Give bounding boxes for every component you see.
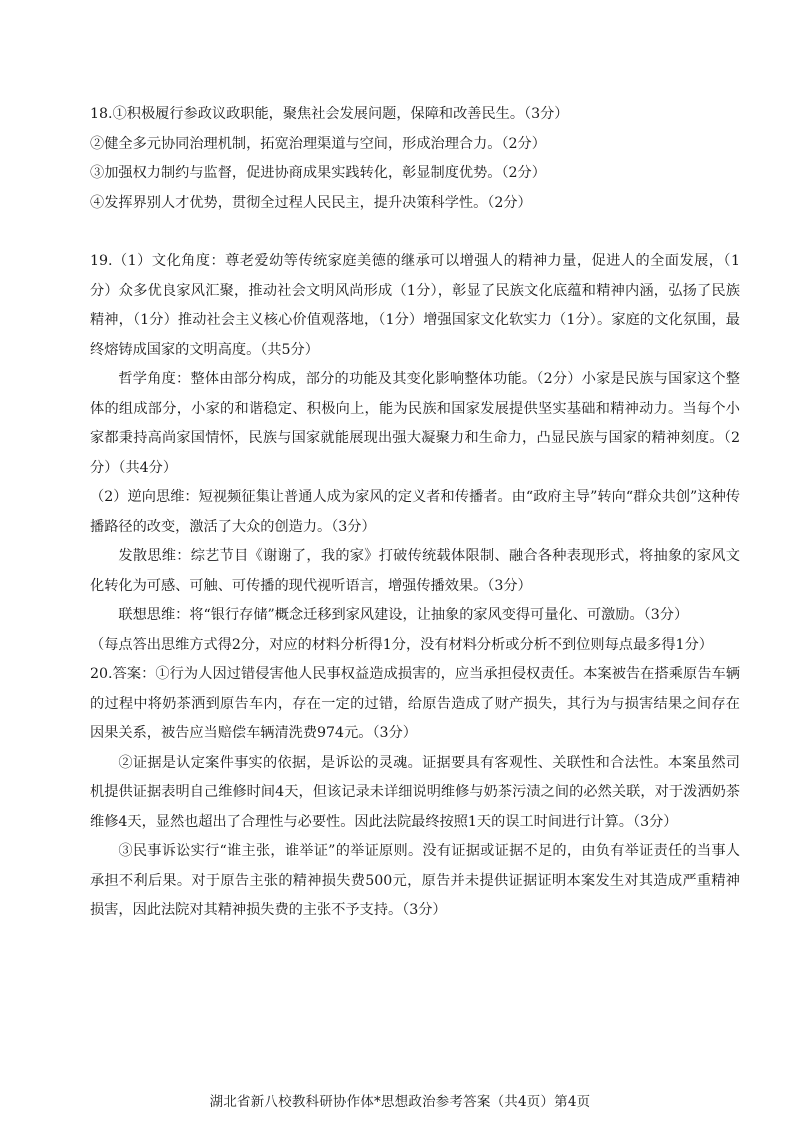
- q19-philosophy-paragraph: 哲学角度：整体由部分构成，部分的功能及其变化影响整体功能。（2分）小家是民族与国家这个整体的组成部分，小家的和谐稳定、积极向上，能为民族和国家发展提供坚实基础和精神动力。当每个小家都秉持高尚家国情怀，民族与国家就能展现出强大凝聚力和生命力，凸显民族与国家的精神刻度。（2分）（共4分）: [90, 371, 740, 476]
- question-20-section: [90, 660, 740, 926]
- q19-scoring-note: （每点答出思维方式得2分，对应的材料分析得1分，没有材料分析或分析不到位则每点最多得1分）: [90, 636, 713, 653]
- answer-content: [90, 100, 740, 926]
- q18-point-3: ③加强权力制约与监督，促进协商成果实践转化，彰显制度优势。（2分）: [90, 165, 546, 181]
- q19-reverse-thinking-paragraph: （2）逆向思维：短视频征集让普通人成为家风的定义者和传播者。由“政府主导”转向“群众共创”这种传播路径的改变，激活了大众的创造力。（3分）: [90, 489, 740, 535]
- question-18-section: [90, 100, 740, 218]
- q20-point-3: ③民事诉讼实行“谁主张，谁举证”的举证原则。没有证据或证据不足的，由负有举证责任的当事人承担不利后果。对于原告主张的精神损失费500元，原告并未提供证据证明本案发生对其造成严重精神损害，因此法院对其精神损失费的主张不予支持。（3分）: [90, 843, 740, 918]
- q20-point-2: ②证据是认定案件事实的依据，是诉讼的灵魂。证据要具有客观性、关联性和合法性。本案虽然司机提供证据表明自己维修时间4天，但该记录未详细说明维修与奶茶污渍之间的必然关联，对于泼洒奶茶维修4天，显然也超出了合理性与必要性。因此法院最终按照1天的误工时间进行计算。（3分）: [90, 754, 740, 830]
- q18-point-4: ④发挥界别人才优势，贯彻全过程人民民主，提升决策科学性。（2分）: [90, 194, 532, 211]
- q19-culture-paragraph: 19.（1）文化角度：尊老爱幼等传统家庭美德的继承可以增强人的精神力量，促进人的全面发展，（1分）众多优良家风汇聚，推动社会文明风尚形成（1分），彰显了民族文化底蕴和精神内涵，弘扬了民族精神，（1分）推动社会主义核心价值观落地，（1分）增强国家文化软实力（1分）。家庭的文化氛围，最终熔铸成国家的文明高度。（共5分）: [90, 253, 740, 358]
- q18-point-1: 18.①积极履行参政议政职能，聚焦社会发展问题，保障和改善民生。（3分）: [90, 106, 569, 122]
- q18-point-2: ②健全多元协同治理机制，拓宽治理渠道与空间，形成治理合力。（2分）: [90, 135, 546, 152]
- q20-point-1: 20.答案：①行为人因过错侵害他人民事权益造成损害的，应当承担侵权责任。本案被告在搭乘原告车辆的过程中将奶茶洒到原告车内，存在一定的过错，给原告造成了财产损失，其行为与损害结果之间存在因果关系，被告应当赔偿车辆清洗费974元。（3分）: [90, 666, 740, 741]
- q19-associative-thinking-paragraph: 联想思维：将“银行存储”概念迁移到家风建设，让抽象的家风变得可量化、可激励。（3分）: [118, 607, 689, 623]
- q19-divergent-thinking-paragraph: 发散思维：综艺节目《谢谢了，我的家》打破传统载体限制、融合各种表现形式，将抽象的家风文化转化为可感、可触、可传播的现代视听语言，增强传播效果。（3分）: [90, 548, 740, 594]
- question-19-section: [90, 247, 740, 660]
- page-footer: 湖北省新八校教科研协作体*思想政治参考答案（共4页）第4页: [209, 1094, 591, 1110]
